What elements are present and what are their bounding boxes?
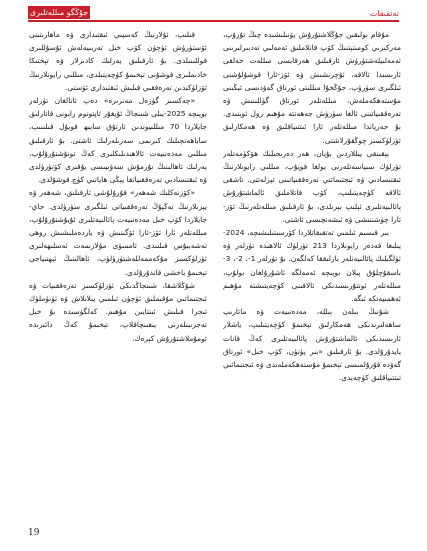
paragraph: بىر قىسىم ئىلمىي تەتقىقاتلاردا كۆرسىتىلىشىچە، 2024-يىلىغا قەدەر رايونلاردا 213 تۈرلۈك ئالاھىدە تۈرلەر ۋە ئۈلگىلىك پائالىيەتلەر بارلىققا كەلگەن. بۇ تۈرلەر 1-، 2-، 3-باسقۇچلۇق پىلان بويىچە ئەمەلگە ئاشۇرۇلغان بولۇپ، مىللەتلەر ئوتتۇرىسىدىكى ئالاقىنى كۈچەيتىشتە مۇھىم ئەھمىيەتكە ئىگە. xyxy=(223,228,401,304)
paragraph: مۇقام بولىقىن جۇڭلاشتۇرۇش يۆنىلىشىدە چىڭ تۇرۇپ، مەركىزىي كومىتېتنىڭ كۆپ قاتلاملىق ئەمەلىي تەدبىرلىرىنى ئەمەلىيلەشتۈرۈش ئارقىلىق ھەرقايسى مىللەت خەلقى ئارىسىدا ئالاقە، ئۇچرىشىش ۋە ئۆز-ئارا قوشۇلۇشنى ئىلگىرى سۈرۈپ، جۇڭخۇا مىللىتى ئورتاق گەۋدىسى ئېڭىنى مۇستەھكەملەش، مىللەتلەر ئورتاق گۈللىنىش ۋە تەرەققىياتىنى ئالغا سۈرۈش جەھەتتە مۇھىم رول ئوينىدى. بۇ جەرياندا مىللەتلەر ئارا ئىتتىپاقلىق ۋە ھەمكارلىق ئۈزلۈكسىز چوڭقۇرلاشتى. xyxy=(223,30,401,145)
text-column-right xyxy=(223,28,401,524)
paragraph: «چەكسىز گۈزەل مەنزىرە» دەپ ئاتالغان تۈرلەر بويىچە 2025-يىلى شىنجاڭ ئۇيغۇر ئاپتونوم رايونى قاتارلىق جايلاردا 70 مىللىيوندىن ئارتۇق سايىھ قوبۇل قىلىنىپ، ساياھەتچىلىك كىرىمى سەزىلەرلىك ئاشتى. بۇ ئارقىلىق مىللىي مەدەنىيەت ئالاھىدىلىكلىرى كەڭ تونۇشتۇرۇلۇپ، يەرلىك ئاھالىنىڭ تۇرمۇش سەۋىيىسى يۇقىرى كۆتۈرۈلدى ۋە ئىقتىسادىي تەرەققىياتقا يېڭى ھاياتىي كۈچ قوشۇلدى. xyxy=(29,96,207,185)
section-tag: تەتقىقات xyxy=(369,9,399,18)
section-label-banner: جۇڭگو مىللەتلىرى xyxy=(29,8,89,17)
header-rule xyxy=(28,20,399,22)
paragraph: شۇنىڭ بىلەن بىللە، مەدەنىيەت ۋە مائارىپ ساھەلىرىدىكى ھەمكارلىق تېخىمۇ كۈچەيتىلىپ، ياشلار ئارىسىدىكى ئالماشتۇرۇش پائالىيەتلىرى كەڭ قانات يايدۇرۇلدى. بۇ ئارقىلىق «بىر پۈتۈن، كۆپ خىل» ئورتاق گەۋدە قۇرۇلمىسى تېخىمۇ مۇستەھكەملەندى ۋە ئىجتىمائىي ئىتتىپاقلىق كۈچەيدى. xyxy=(223,307,401,383)
text-column-left xyxy=(29,28,207,524)
paragraph: شۇڭلاشقا، شىنجاڭدىكى ئۈزلۈكسىز تەرەققىيات ۋە ئىجتىمائىي مۇقىملىق ئۈچۈن ئىلمىي پىلانلاش ۋە ئۈنۈملۈك ئىجرا قىلىش ئىنتايىن مۇھىم. كەلگۈسىدە بۇ خىل تەجرىبىلەرنى يىغىنچاقلاپ، تېخىمۇ كەڭ دائىرىدە ئومۇملاشتۇرۇش كېرەك. xyxy=(29,280,207,343)
page-number: 19 xyxy=(28,528,40,538)
paragraph: قىلىپ، ئۇلارنىڭ كەسپىي ئىقتىدارى ۋە ماھارىتىنى ئۆستۈرۈش ئۈچۈن كۆپ خىل تەربىيەلەش ئۇسۇللىرى قوللىنىلدى. بۇ ئارقىلىق يەرلىك كادىرلار ۋە تېخنىكا خادىملىرى قوشۇنى تېخىمۇ كۈچەيتىلدى، مىللىي رايونلارنىڭ ئۆزلۈكىدىن تەرەققىي قىلىش ئىقتىدارى ئۆستى. xyxy=(29,30,207,92)
paragraph: يېقىنقى يىللاردىن بۇيان، ھەر دەرىجىلىك ھۆكۈمەتلەر تۈرلۈك سىياسەتلەرنى يولغا قويۇپ، مىللىي رايونلارنىڭ ئىقتىسادىي ۋە ئىجتىمائىي تەرەققىياتىنى تېزلەتتى. تاشقى ئالاقە كۈچەيتىلىپ، كۆپ قاتلاملىق ئالماشتۇرۇش پائالىيەتلىرى ئېلىپ بېرىلدى، بۇ ئارقىلىق مىللەتلەرنىڭ ئۆز-ئارا چۈشىنىشى ۋە ئىشەنچىسى ئاشتى. xyxy=(223,148,401,224)
paragraph: «كۆزنەكلىك شەھەر» قۇرۇلۇشى ئارقىلىق، شەھەر ۋە يېزىلارنىڭ تەڭپۇڭ تەرەققىياتى ئىلگىرى سۈرۈلدى. جاي-جايلاردا كۆپ خىل مەدەنىيەت پائالىيەتلىرى ئۇيۇشتۇرۇلۇپ، مىللەتلەر ئارا ئۆز-ئارا ئۆگىنىش ۋە ياردەملىشىش روھى تەشەببۇس قىلىندى. ئاممىۋى مۇلازىمەت ئەسلىھەلىرى ئۈزلۈكسىز مۇكەممەللەشتۈرۈلۈپ، ئاھالىنىڭ ئېھتىياجى تېخىمۇ ياخشى قاندۇرۇلدى. xyxy=(29,188,207,277)
